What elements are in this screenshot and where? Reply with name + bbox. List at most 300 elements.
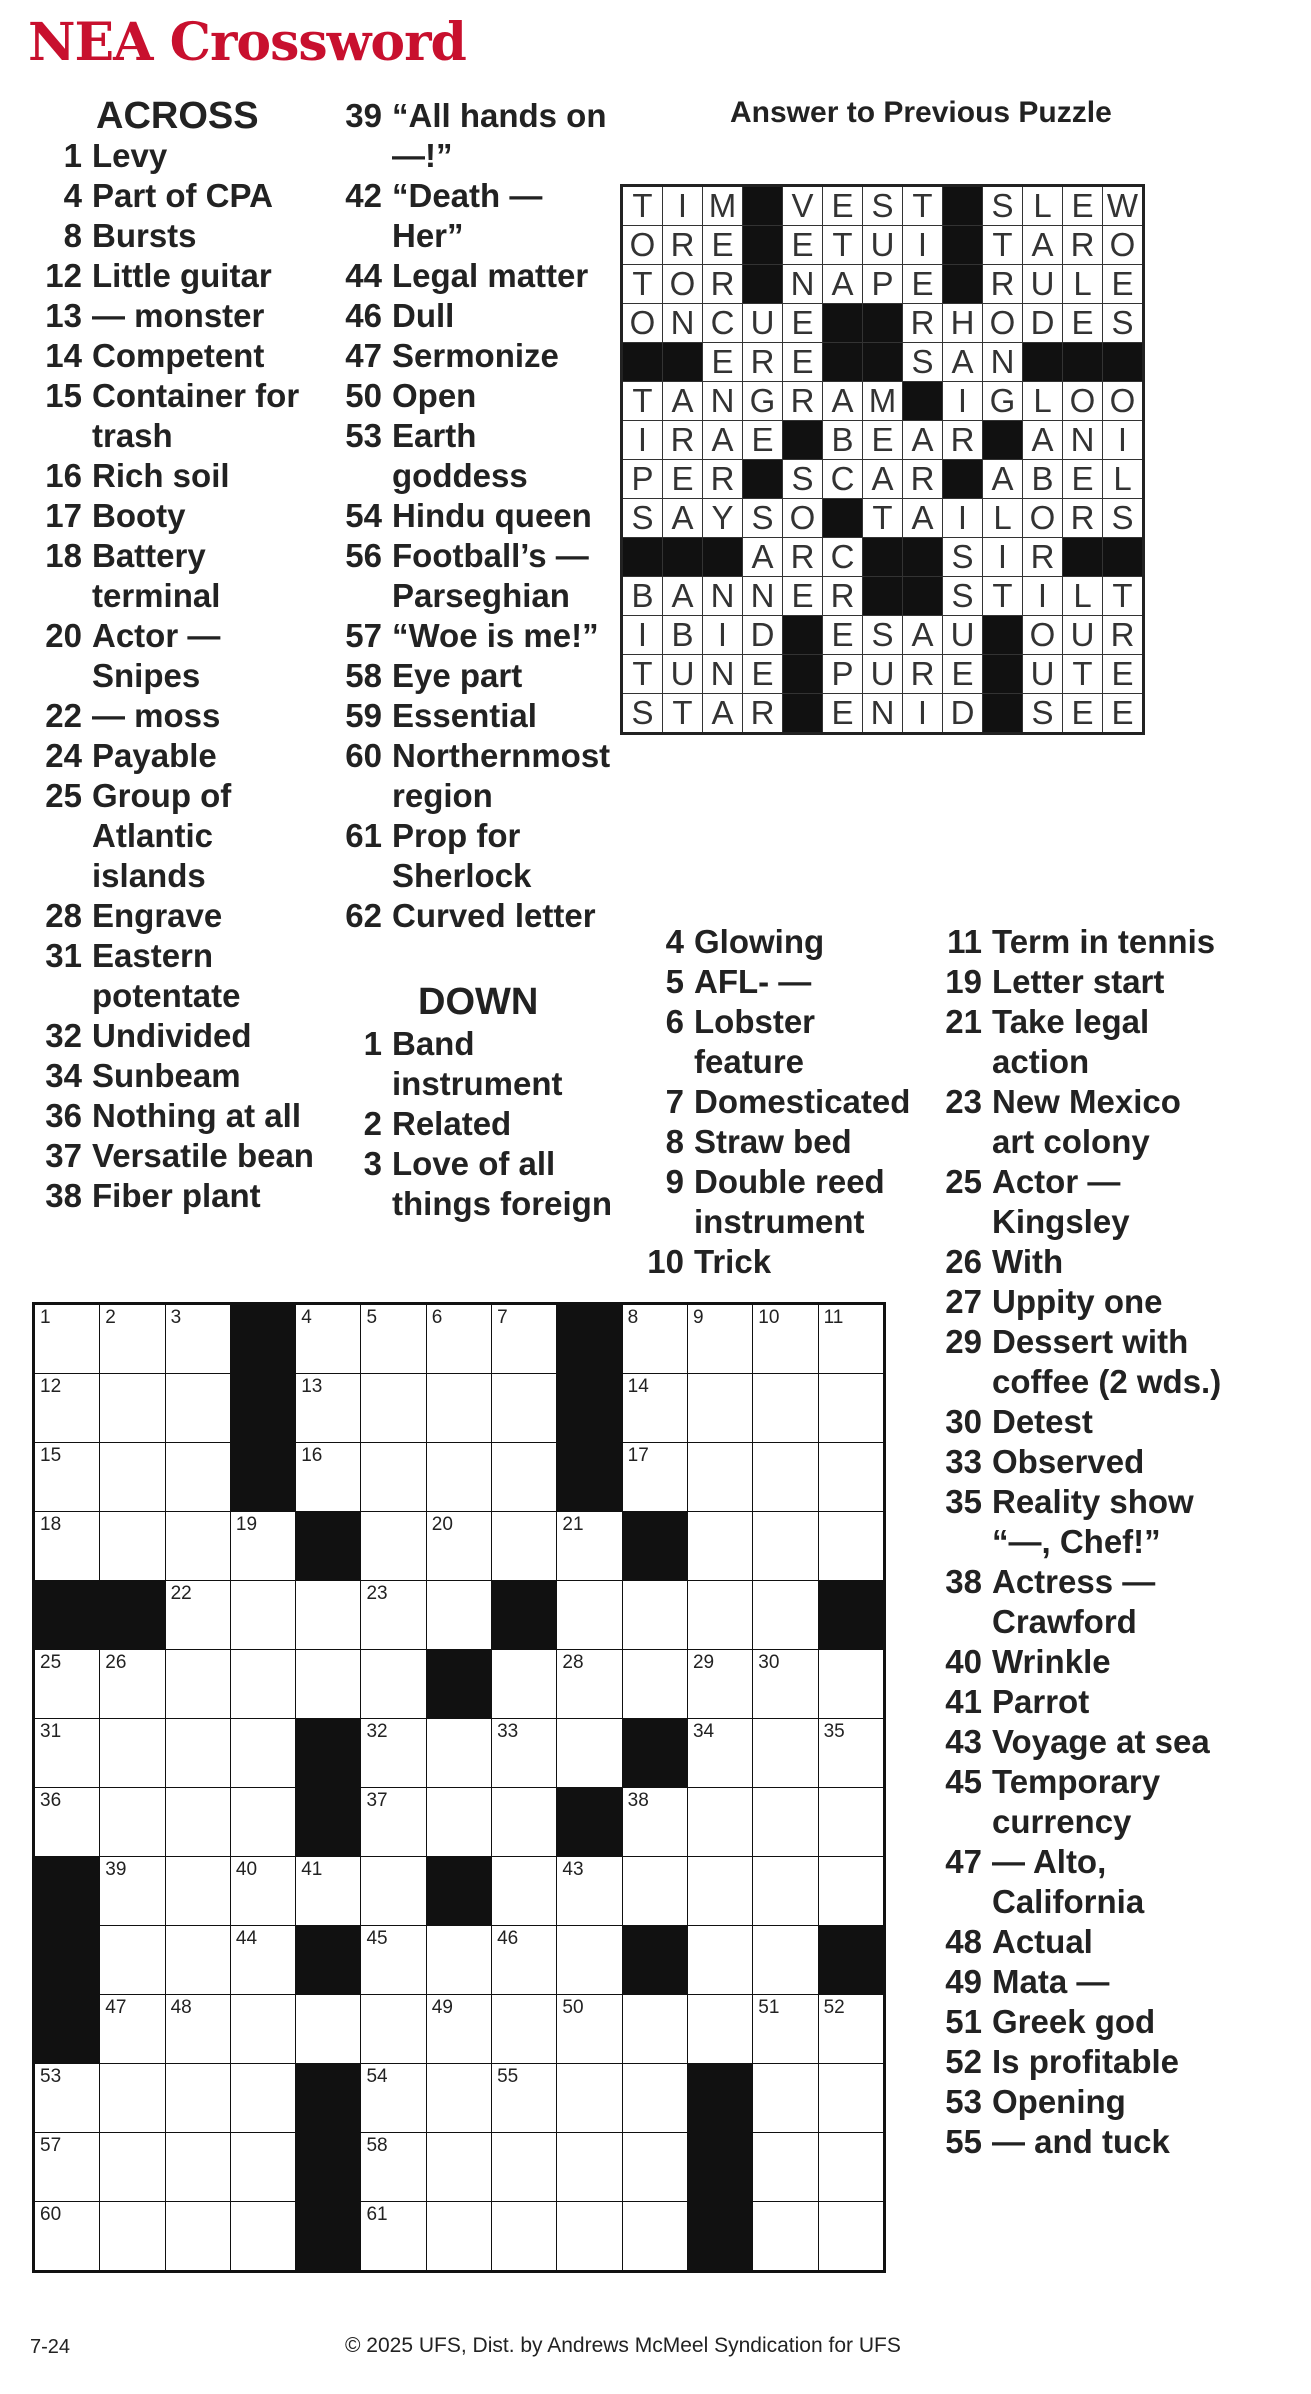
clue-text: Dessert with coffee (2 wds.) <box>992 1323 1222 1400</box>
grid-cell[interactable] <box>753 1374 818 1443</box>
clue-number: 6 <box>665 1003 684 1040</box>
answer-row <box>622 655 1144 694</box>
grid-cell[interactable] <box>165 1443 230 1512</box>
answer-letter: O <box>622 226 663 265</box>
grid-cell[interactable] <box>230 1581 295 1650</box>
answer-letter: S <box>863 616 903 655</box>
clue-text: Hindu queen <box>392 497 592 534</box>
clue-number: 44 <box>345 257 382 294</box>
clue-item <box>930 1722 1230 1762</box>
grid-cell[interactable] <box>753 1443 818 1512</box>
grid-cell[interactable] <box>165 2133 230 2202</box>
grid-cell[interactable] <box>100 2064 165 2133</box>
clue-item <box>330 496 620 536</box>
cell-number: 29 <box>692 1652 715 1673</box>
clue-item <box>330 256 620 296</box>
grid-cell[interactable] <box>622 1304 687 1374</box>
grid-cell[interactable] <box>557 2133 622 2202</box>
answer-letter: R <box>663 421 703 460</box>
grid-cell[interactable] <box>361 1926 426 1995</box>
clue-text: — monster <box>92 297 265 334</box>
grid-cell[interactable] <box>818 1857 884 1926</box>
grid-cell[interactable] <box>165 1374 230 1443</box>
black-square <box>783 616 823 655</box>
black-square <box>34 1857 100 1926</box>
black-square <box>743 186 783 226</box>
answer-letter: S <box>943 538 983 577</box>
answer-letter: R <box>903 304 943 343</box>
grid-cell[interactable] <box>753 1650 818 1719</box>
grid-cell[interactable] <box>100 1304 165 1374</box>
grid-cell[interactable] <box>426 1926 491 1995</box>
grid-cell[interactable] <box>230 1788 295 1857</box>
black-square <box>296 1926 361 1995</box>
grid-cell[interactable] <box>361 1374 426 1443</box>
grid-cell[interactable] <box>818 1995 884 2064</box>
answer-letter: E <box>743 421 783 460</box>
grid-cell[interactable] <box>753 1304 818 1374</box>
grid-cell[interactable] <box>230 1926 295 1995</box>
answer-letter: R <box>1063 226 1103 265</box>
clue-number: 23 <box>945 1083 982 1120</box>
grid-cell[interactable] <box>426 1512 491 1581</box>
grid-cell[interactable] <box>34 2133 100 2202</box>
answer-letter: E <box>783 577 823 616</box>
grid-cell[interactable] <box>165 1926 230 1995</box>
grid-cell[interactable] <box>361 1788 426 1857</box>
answer-letter: S <box>622 499 663 538</box>
grid-cell[interactable] <box>296 1374 361 1443</box>
grid-cell[interactable] <box>426 1581 491 1650</box>
grid-cell[interactable] <box>492 1512 557 1581</box>
answer-letter: U <box>1023 265 1063 304</box>
clue-text: Dull <box>392 297 455 334</box>
grid-cell[interactable] <box>165 1788 230 1857</box>
grid-cell[interactable] <box>622 1857 687 1926</box>
grid-cell[interactable] <box>818 1719 884 1788</box>
grid-cell[interactable] <box>753 1857 818 1926</box>
answer-letter: A <box>943 343 983 382</box>
grid-cell[interactable] <box>361 2202 426 2272</box>
grid-cell[interactable] <box>426 1788 491 1857</box>
grid-cell[interactable] <box>230 1650 295 1719</box>
cell-number: 44 <box>235 1928 258 1949</box>
grid-row <box>34 1995 885 2064</box>
clue-number: 25 <box>45 777 82 814</box>
clue-number: 29 <box>945 1323 982 1360</box>
grid-cell[interactable] <box>492 1650 557 1719</box>
clue-number: 40 <box>945 1643 982 1680</box>
grid-cell[interactable] <box>818 1374 884 1443</box>
black-square <box>296 1512 361 1581</box>
clue-item <box>30 1016 330 1056</box>
grid-cell[interactable] <box>818 1788 884 1857</box>
grid-cell[interactable] <box>100 1995 165 2064</box>
grid-cell[interactable] <box>426 2202 491 2272</box>
clue-text: Temporary currency <box>992 1763 1161 1840</box>
answer-letter: L <box>1023 186 1063 226</box>
grid-cell[interactable] <box>296 1995 361 2064</box>
clue-item <box>930 962 1230 1002</box>
grid-cell[interactable] <box>687 1512 752 1581</box>
black-square <box>296 1719 361 1788</box>
grid-cell[interactable] <box>230 2202 295 2272</box>
grid-cell[interactable] <box>753 1788 818 1857</box>
black-square <box>230 1443 295 1512</box>
clue-item <box>930 1762 1230 1842</box>
grid-cell[interactable] <box>426 1719 491 1788</box>
grid-cell[interactable] <box>34 1650 100 1719</box>
clue-number: 7 <box>665 1083 684 1120</box>
answer-letter: I <box>983 538 1023 577</box>
answer-letter: A <box>903 421 943 460</box>
answer-letter: U <box>663 655 703 694</box>
black-square <box>1103 538 1144 577</box>
grid-cell[interactable] <box>230 1512 295 1581</box>
grid-cell[interactable] <box>230 1719 295 1788</box>
clue-number: 50 <box>345 377 382 414</box>
grid-cell[interactable] <box>34 2202 100 2272</box>
grid-cell[interactable] <box>361 1581 426 1650</box>
answer-letter: R <box>983 265 1023 304</box>
grid-cell[interactable] <box>361 1443 426 1512</box>
answer-letter: N <box>983 343 1023 382</box>
grid-cell[interactable] <box>165 2202 230 2272</box>
grid-cell[interactable] <box>622 1374 687 1443</box>
grid-cell[interactable] <box>361 2133 426 2202</box>
grid-cell[interactable] <box>165 1304 230 1374</box>
clue-text: Trick <box>694 1243 772 1280</box>
grid-cell[interactable] <box>230 2133 295 2202</box>
cell-number: 31 <box>40 1721 62 1742</box>
grid-cell[interactable] <box>296 1581 361 1650</box>
cell-number: 11 <box>823 1307 844 1328</box>
answer-letter: L <box>1063 265 1103 304</box>
grid-cell[interactable] <box>492 1719 557 1788</box>
clue-item <box>30 136 330 176</box>
grid-cell[interactable] <box>818 2202 884 2272</box>
grid-cell[interactable] <box>492 2133 557 2202</box>
grid-cell[interactable] <box>818 1304 884 1374</box>
grid-row <box>34 1374 885 1443</box>
cell-number: 41 <box>301 1859 323 1880</box>
clue-item <box>330 736 620 816</box>
clue-number: 41 <box>945 1683 982 1720</box>
grid-cell[interactable] <box>818 1443 884 1512</box>
grid-cell[interactable] <box>687 1995 752 2064</box>
grid-cell[interactable] <box>426 1995 491 2064</box>
answer-letter: S <box>622 694 663 734</box>
grid-cell[interactable] <box>818 2064 884 2133</box>
clue-item <box>632 962 922 1002</box>
grid-cell[interactable] <box>100 1719 165 1788</box>
clue-number: 61 <box>345 817 382 854</box>
grid-cell[interactable] <box>557 1512 622 1581</box>
black-square <box>426 1857 491 1926</box>
answer-row <box>622 265 1144 304</box>
clue-item <box>330 896 620 936</box>
black-square <box>492 1581 557 1650</box>
grid-cell[interactable] <box>100 2133 165 2202</box>
grid-cell[interactable] <box>426 2133 491 2202</box>
answer-letter: T <box>622 382 663 421</box>
clue-item <box>30 1056 330 1096</box>
grid-cell[interactable] <box>100 1374 165 1443</box>
grid-cell[interactable] <box>687 1788 752 1857</box>
grid-cell[interactable] <box>753 1995 818 2064</box>
grid-cell[interactable] <box>753 2202 818 2272</box>
clue-number: 38 <box>45 1177 82 1214</box>
grid-cell[interactable] <box>753 1581 818 1650</box>
grid-cell[interactable] <box>818 1512 884 1581</box>
grid-cell[interactable] <box>687 1374 752 1443</box>
grid-cell[interactable] <box>296 1650 361 1719</box>
grid-cell[interactable] <box>361 1512 426 1581</box>
answer-row <box>622 226 1144 265</box>
clue-text: Payable <box>92 737 217 774</box>
answer-letter: Y <box>703 499 743 538</box>
answer-letter: I <box>903 694 943 734</box>
black-square <box>34 1581 100 1650</box>
clue-item <box>330 296 620 336</box>
answer-letter: E <box>823 186 863 226</box>
grid-cell[interactable] <box>361 1995 426 2064</box>
grid-cell[interactable] <box>492 1374 557 1443</box>
grid-cell[interactable] <box>818 2133 884 2202</box>
grid-cell[interactable] <box>426 2064 491 2133</box>
grid-cell[interactable] <box>492 1304 557 1374</box>
clue-text: Sunbeam <box>92 1057 241 1094</box>
answer-letter: I <box>622 616 663 655</box>
grid-cell[interactable] <box>492 2064 557 2133</box>
clue-item <box>330 416 620 496</box>
answer-letter: I <box>1023 577 1063 616</box>
answer-row <box>622 343 1144 382</box>
grid-cell[interactable] <box>426 1374 491 1443</box>
grid-cell[interactable] <box>426 1443 491 1512</box>
grid-cell[interactable] <box>557 1581 622 1650</box>
grid-cell[interactable] <box>100 2202 165 2272</box>
black-square <box>823 499 863 538</box>
answer-letter: S <box>863 186 903 226</box>
black-square <box>296 2064 361 2133</box>
clue-item <box>632 922 922 962</box>
grid-cell[interactable] <box>687 1304 752 1374</box>
grid-cell[interactable] <box>100 1443 165 1512</box>
answer-letter: R <box>783 538 823 577</box>
answer-letter: U <box>1023 655 1063 694</box>
clue-item <box>930 1442 1230 1482</box>
grid-cell[interactable] <box>100 1857 165 1926</box>
clue-number: 39 <box>345 97 382 134</box>
clue-text: — and tuck <box>992 2123 1170 2160</box>
answer-letter: O <box>1023 499 1063 538</box>
black-square <box>983 616 1023 655</box>
answer-letter: M <box>703 186 743 226</box>
grid-cell[interactable] <box>622 1650 687 1719</box>
grid-cell[interactable] <box>361 1857 426 1926</box>
clue-text: — moss <box>92 697 221 734</box>
answer-letter: O <box>783 499 823 538</box>
answer-letter: P <box>863 265 903 304</box>
grid-cell[interactable] <box>622 2202 687 2272</box>
grid-cell[interactable] <box>492 1995 557 2064</box>
answer-letter: A <box>703 694 743 734</box>
grid-cell[interactable] <box>753 1926 818 1995</box>
grid-cell[interactable] <box>557 2064 622 2133</box>
clue-text: Eye part <box>392 657 523 694</box>
grid-cell[interactable] <box>34 1788 100 1857</box>
grid-cell[interactable] <box>492 1443 557 1512</box>
cell-number: 38 <box>627 1790 649 1811</box>
clue-item <box>930 1082 1230 1162</box>
cell-number: 25 <box>40 1652 62 1673</box>
answer-letter: B <box>622 577 663 616</box>
grid-cell[interactable] <box>753 1719 818 1788</box>
clue-item <box>930 2122 1230 2162</box>
answer-letter: R <box>1103 616 1144 655</box>
grid-cell[interactable] <box>34 1512 100 1581</box>
grid-cell[interactable] <box>100 1650 165 1719</box>
clue-text: Actor — Snipes <box>92 617 221 694</box>
grid-cell[interactable] <box>687 1650 752 1719</box>
black-square <box>943 186 983 226</box>
grid-row <box>34 1719 885 1788</box>
grid-cell[interactable] <box>100 1788 165 1857</box>
clue-item <box>930 1002 1230 1082</box>
grid-cell[interactable] <box>622 2133 687 2202</box>
answer-letter: E <box>663 460 703 499</box>
answer-letter: T <box>663 694 703 734</box>
grid-cell[interactable] <box>492 1788 557 1857</box>
grid-cell[interactable] <box>34 1304 100 1374</box>
grid-cell[interactable] <box>687 1857 752 1926</box>
grid-cell[interactable] <box>100 1926 165 1995</box>
grid-cell[interactable] <box>165 1650 230 1719</box>
answer-letter: N <box>703 655 743 694</box>
clue-text: Bursts <box>92 217 197 254</box>
clue-text: Mata — <box>992 1963 1110 2000</box>
answer-letter: E <box>703 226 743 265</box>
answer-letter: P <box>622 460 663 499</box>
grid-cell[interactable] <box>296 1443 361 1512</box>
clue-item <box>330 536 620 616</box>
grid-cell[interactable] <box>753 2133 818 2202</box>
grid-cell[interactable] <box>296 1857 361 1926</box>
grid-cell[interactable] <box>622 1581 687 1650</box>
grid-cell[interactable] <box>687 1443 752 1512</box>
clue-item <box>930 1562 1230 1642</box>
grid-cell[interactable] <box>34 1719 100 1788</box>
grid-cell[interactable] <box>622 1995 687 2064</box>
black-square <box>903 577 943 616</box>
previous-answer-title: Answer to Previous Puzzle <box>730 96 1112 129</box>
answer-letter: D <box>943 694 983 734</box>
clue-text: Little guitar <box>92 257 272 294</box>
grid-cell[interactable] <box>492 1926 557 1995</box>
grid-cell[interactable] <box>753 1512 818 1581</box>
grid-cell[interactable] <box>165 1857 230 1926</box>
grid-cell[interactable] <box>753 2064 818 2133</box>
grid-cell[interactable] <box>165 1995 230 2064</box>
grid-cell[interactable] <box>426 1304 491 1374</box>
grid-cell[interactable] <box>165 1719 230 1788</box>
grid-cell[interactable] <box>687 1926 752 1995</box>
grid-cell[interactable] <box>818 1650 884 1719</box>
copyright-notice: © 2025 UFS, Dist. by Andrews McMeel Syndication for UFS <box>345 2334 901 2357</box>
grid-cell[interactable] <box>100 1512 165 1581</box>
clue-item <box>930 2042 1230 2082</box>
grid-cell[interactable] <box>492 1857 557 1926</box>
grid-cell[interactable] <box>557 1857 622 1926</box>
grid-cell[interactable] <box>557 1719 622 1788</box>
grid-cell[interactable] <box>361 1719 426 1788</box>
grid-cell[interactable] <box>557 1650 622 1719</box>
down-clue-list <box>632 922 922 1282</box>
clue-text: Actual <box>992 1923 1093 1960</box>
clue-number: 4 <box>63 177 82 214</box>
grid-cell[interactable] <box>361 1304 426 1374</box>
answer-letter: A <box>703 421 743 460</box>
grid-cell[interactable] <box>492 2202 557 2272</box>
black-square <box>296 2202 361 2272</box>
clue-text: Parrot <box>992 1683 1090 1720</box>
clue-number: 12 <box>45 257 82 294</box>
clue-item <box>930 1242 1230 1282</box>
clue-number: 33 <box>945 1443 982 1480</box>
answer-letter: A <box>903 499 943 538</box>
grid-row <box>34 1650 885 1719</box>
grid-cell[interactable] <box>622 1443 687 1512</box>
grid-cell[interactable] <box>687 1581 752 1650</box>
clue-number: 22 <box>45 697 82 734</box>
grid-cell[interactable] <box>230 2064 295 2133</box>
clue-number: 42 <box>345 177 382 214</box>
grid-cell[interactable] <box>687 1719 752 1788</box>
clue-text: With <box>992 1243 1064 1280</box>
grid-cell[interactable] <box>622 2064 687 2133</box>
grid-cell[interactable] <box>361 2064 426 2133</box>
cell-number: 19 <box>235 1514 258 1535</box>
grid-cell[interactable] <box>230 1995 295 2064</box>
black-square <box>983 421 1023 460</box>
crossword-grid[interactable] <box>32 1302 886 2273</box>
answer-letter: L <box>1063 577 1103 616</box>
grid-cell[interactable] <box>165 1512 230 1581</box>
grid-cell[interactable] <box>361 1650 426 1719</box>
cell-number: 22 <box>170 1583 192 1604</box>
black-square <box>1063 538 1103 577</box>
grid-cell[interactable] <box>557 1995 622 2064</box>
grid-cell[interactable] <box>34 1443 100 1512</box>
black-square <box>818 1581 884 1650</box>
down-clue-list <box>330 1024 620 1224</box>
answer-row <box>622 304 1144 343</box>
answer-letter: T <box>823 226 863 265</box>
clue-text: Take legal action <box>992 1003 1150 1080</box>
grid-cell[interactable] <box>34 2064 100 2133</box>
grid-cell[interactable] <box>557 1926 622 1995</box>
grid-cell[interactable] <box>557 2202 622 2272</box>
grid-cell[interactable] <box>34 1374 100 1443</box>
grid-cell[interactable] <box>296 1304 361 1374</box>
grid-cell[interactable] <box>622 1788 687 1857</box>
answer-letter: A <box>903 616 943 655</box>
grid-cell[interactable] <box>165 1581 230 1650</box>
grid-cell[interactable] <box>230 1857 295 1926</box>
grid-cell[interactable] <box>165 2064 230 2133</box>
clue-item <box>30 936 330 1016</box>
